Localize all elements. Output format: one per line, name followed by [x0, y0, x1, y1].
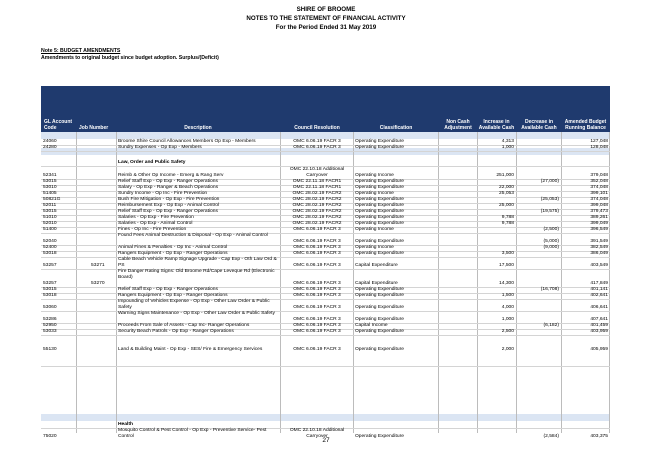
- cell-running: 403,959: [590, 329, 608, 334]
- cell-council: OMC 6.06.19 FACR 3: [293, 293, 341, 298]
- cell-description: Reimbursement Exp - Op Exp - Animal Control: [118, 203, 220, 208]
- cell-classification: Operating Expenditure: [355, 139, 404, 144]
- cell-council: OMC 22.11.18 FACR1: [292, 179, 342, 184]
- cell-increase: 1,000: [501, 145, 514, 150]
- cell-council: OMC 6.06.19 FACR 3: [293, 323, 341, 328]
- cell-council: OMC 6.06.19 FACR 3: [293, 263, 341, 268]
- cell-council: OMC 6.06.19 FACR 3: [293, 145, 341, 150]
- col-classification: Classification: [379, 125, 413, 131]
- table-band: [41, 414, 610, 421]
- table-row: [41, 145, 610, 152]
- cell-description: Sundry Income - Op Inc - Fire Prevention: [118, 191, 208, 196]
- cell-description: Bush Fire Mitigation - Op Exp - Fire Prevention: [118, 197, 220, 202]
- cell-increase: 2,000: [501, 347, 514, 352]
- cell-running: 374,048: [590, 197, 608, 202]
- cell-running: 399,048: [590, 203, 608, 208]
- cell-council: OMC 6.06.19 FACR 3: [293, 317, 341, 322]
- cell-classification: Operating Expenditure: [355, 347, 404, 352]
- cell-classification: Operating Expenditure: [355, 329, 404, 334]
- cell-running: 128,048: [590, 145, 608, 150]
- cell-decrease: (16,708): [540, 287, 559, 292]
- cell-increase: 4,313: [501, 139, 514, 144]
- cell-running: 401,141: [590, 287, 608, 292]
- cell-decrease: (5,000): [543, 239, 559, 244]
- cell-gl: 52011: [43, 203, 57, 208]
- cell-description: Sundry Expenses - Op Exp - Members: [118, 145, 202, 150]
- cell-council: OMC 6.06.19 FACR 3: [293, 287, 341, 292]
- cell-gl: 53010: [43, 185, 57, 190]
- cell-description: Security Beach Patrols - Op Exp - Ranger Operations: [118, 329, 234, 334]
- cell-running: 127,048: [590, 139, 608, 144]
- cell-decrease: (25,053): [540, 197, 559, 202]
- cell-running: 382,549: [590, 245, 608, 250]
- cell-increase: 9,788: [501, 221, 514, 226]
- cell-description: Fire Danger Rating Signs: Old Broome Rd/Cape Leveque Rd (Electronic Board): [118, 269, 275, 280]
- cell-council: OMC 6.06.19 FACR 3: [293, 347, 341, 352]
- cell-council: OMC 28.02.19 FACR2: [292, 215, 342, 220]
- col-job-number: Job Number: [79, 125, 109, 131]
- cell-running: 391,549: [590, 239, 608, 244]
- cell-council: OMC 6.06.19 FACR 3: [293, 251, 341, 256]
- page-number: 27: [322, 437, 330, 444]
- cell-classification: Operating Expenditure: [355, 434, 404, 439]
- col-decrease-available-cash: Decrease in Available Cash: [521, 119, 557, 132]
- cell-gl: 51010: [43, 215, 57, 220]
- cell-council: OMC 6.06.19 FACR 3: [293, 239, 341, 244]
- cell-council: OMC 22.10.18 Additional Carryover: [289, 428, 345, 439]
- cell-gl: 75020: [43, 434, 57, 439]
- cell-gl: 24060: [43, 139, 57, 144]
- cell-classification: Operating Expenditure: [355, 203, 404, 208]
- cell-council: OMC 6.06.19 FACR 3: [293, 329, 341, 334]
- cell-gl: 53033: [43, 329, 57, 334]
- cell-description: Rangers Equipment - Op Exp - Ranger Operations: [118, 293, 228, 298]
- cell-gl: 52341: [43, 173, 57, 178]
- cell-gl: 53018: [43, 251, 57, 256]
- cell-classification: Operating Expenditure: [355, 221, 404, 226]
- cell-classification: Operating Expenditure: [355, 293, 404, 298]
- cell-classification: Operating Expenditure: [355, 179, 404, 184]
- cell-gl: 53060: [43, 305, 57, 310]
- cell-description: Reimb & Other Op Income - Emerg & Rang Serv: [118, 173, 224, 178]
- statement-title: NOTES TO THE STATEMENT OF FINANCIAL ACTIVITY: [246, 15, 406, 22]
- cell-description: Proceeds From Sale of Assets - Cap Inc- Ranger Operations: [118, 323, 250, 328]
- cell-council: OMC 28.02.19 FACR2: [292, 221, 342, 226]
- cell-classification: Operating Income: [355, 245, 394, 250]
- col-council-resolution: Council Resolution: [294, 125, 340, 131]
- note-heading: Note 5: BUDGET AMENDMENTS: [41, 48, 121, 54]
- cell-classification: Operating Expenditure: [355, 197, 404, 202]
- cell-gl: 55130: [43, 347, 57, 352]
- cell-council: OMC 6.06.19 FACR 3: [293, 281, 341, 286]
- cell-increase: 9,788: [501, 215, 514, 220]
- cell-classification: Operating Expenditure: [355, 209, 404, 214]
- cell-gl: 53018: [43, 293, 57, 298]
- cell-classification: Operating Expenditure: [355, 185, 404, 190]
- col-description: Description: [184, 125, 212, 131]
- cell-running: 386,049: [590, 251, 608, 256]
- cell-gl: 53015: [43, 209, 57, 214]
- cell-gl: 52400: [43, 245, 57, 250]
- cell-gl: 53015: [43, 287, 57, 292]
- col-running-balance: Amended Budget Running Balance: [564, 119, 607, 132]
- cell-decrease: (2,584): [543, 434, 559, 439]
- cell-classification: Operating Expenditure: [355, 305, 404, 310]
- cell-description: Relief Staff Exp - Op Exp - Ranger Operations: [118, 287, 218, 292]
- cell-classification: Operating Income: [355, 173, 394, 178]
- cell-classification: Capital Income: [355, 323, 388, 328]
- cell-job: 53270: [91, 281, 105, 286]
- cell-running: 403,549: [590, 263, 608, 268]
- cell-running: 417,849: [590, 281, 608, 286]
- cell-council: OMC 6.06.19 FACR 3: [293, 139, 341, 144]
- col-gl-account-code: GL Account Code: [44, 119, 73, 132]
- section-heading: Law, Order and Public Safety: [118, 160, 186, 165]
- table-row: [41, 335, 610, 367]
- cell-increase: 25,053: [499, 191, 514, 196]
- cell-council: OMC 6.06.19 FACR 3: [293, 227, 341, 232]
- cell-running: 402,641: [590, 293, 608, 298]
- cell-gl: 52950: [43, 323, 57, 328]
- cell-running: 401,459: [590, 323, 608, 328]
- cell-gl: 24280: [43, 145, 57, 150]
- cell-classification: Operating Expenditure: [355, 145, 404, 150]
- cell-classification: Capital Expenditure: [355, 281, 398, 286]
- cell-classification: Operating Expenditure: [355, 215, 404, 220]
- cell-running: 379,048: [590, 173, 608, 178]
- cell-council: OMC 6.06.19 FACR 3: [293, 245, 341, 250]
- cell-gl: 53286: [43, 317, 57, 322]
- note-subheading: Amendments to original budget since budget adoption. Surplus/(Deficit): [41, 55, 219, 61]
- cell-running: 379,473: [590, 209, 608, 214]
- cell-description: Relief Staff Exp - Op Exp - Ranger Operations: [118, 209, 218, 214]
- cell-description: Salaries - Op Exp - Fire Prevention: [118, 215, 194, 220]
- cell-description: Animal Fines & Penalties - Op Inc - Animal Control: [118, 245, 228, 250]
- cell-description: Relief Staff Exp - Op Exp - Ranger Operations: [118, 179, 218, 184]
- cell-running: 399,101: [590, 191, 608, 196]
- period-title: For the Period Ended 31 May 2019: [275, 24, 377, 31]
- cell-council: OMC 28.02.19 FACR2: [292, 191, 342, 196]
- cell-running: 389,261: [590, 215, 608, 220]
- cell-classification: Operating Expenditure: [355, 317, 404, 322]
- cell-classification: Operating Expenditure: [355, 287, 404, 292]
- cell-classification: Capital Expenditure: [355, 263, 398, 268]
- cell-running: 352,048: [590, 179, 608, 184]
- cell-description: Cable Beach Vehicle Ramp Signage Upgrade - Cap Exp - Oth Law Ord & PS: [118, 257, 277, 268]
- cell-running: 407,641: [590, 317, 608, 322]
- cell-description: Mosquito Control & Pest Control - Op Exp - Preventive Service- Pest Control: [118, 428, 267, 439]
- table-header: [41, 86, 610, 132]
- cell-gl: 50821G: [43, 197, 61, 202]
- cell-description: Fines - Op Inc - Fire Prevention: [118, 227, 187, 232]
- cell-decrease: (9,000): [543, 245, 559, 250]
- cell-description: Rangers Equipment - Op Exp - Ranger Operations: [118, 251, 228, 256]
- cell-classification: Operating Income: [355, 191, 394, 196]
- table-band: [41, 132, 610, 139]
- cell-description: Broome Shire Council Allowances Members Op Exp - Members: [118, 139, 256, 144]
- cell-gl: 53015: [43, 179, 57, 184]
- cell-increase: 251,000: [496, 173, 514, 178]
- cell-running: 374,048: [590, 185, 608, 190]
- cell-increase: 22,000: [499, 185, 514, 190]
- cell-increase: 2,500: [501, 329, 514, 334]
- cell-council: OMC 28.02.19 FACR2: [292, 203, 342, 208]
- cell-running: 399,049: [590, 221, 608, 226]
- cell-description: Salaries - Op Exp - Animal Control: [118, 221, 193, 226]
- budget-amendments-table: [41, 132, 610, 433]
- cell-description: Land & Building Maint - Op Exp - SES/ Fire & Emergency Services: [118, 347, 263, 352]
- cell-gl: 53257: [43, 281, 57, 286]
- cell-decrease: (19,575): [540, 209, 559, 214]
- cell-running: 405,959: [590, 347, 608, 352]
- cell-increase: 17,500: [499, 263, 514, 268]
- cell-increase: 25,000: [499, 203, 514, 208]
- col-non-cash-adjustment: Non Cash Adjustment: [444, 119, 472, 132]
- cell-classification: Operating Income: [355, 227, 394, 232]
- cell-gl: 52040: [43, 239, 57, 244]
- col-increase-available-cash: Increase in Available Cash: [478, 119, 515, 132]
- cell-decrease: (27,000): [540, 179, 559, 184]
- cell-classification: Operating Expenditure: [355, 251, 404, 256]
- cell-description: Impounding of Vehicles Expense - Op Exp - Other Law Order & Public Safety: [118, 299, 270, 310]
- cell-council: OMC 28.02.19 FACR2: [292, 197, 342, 202]
- cell-description: Found Fees Animal Destruction & Disposal - Op Exp - Animal Control: [118, 233, 268, 238]
- cell-increase: 3,500: [501, 251, 514, 256]
- cell-increase: 14,300: [499, 281, 514, 286]
- cell-council: OMC 6.06.19 FACR 3: [293, 305, 341, 310]
- cell-increase: 4,000: [501, 305, 514, 310]
- cell-gl: 52010: [43, 221, 57, 226]
- section-heading: Health: [118, 422, 133, 427]
- cell-increase: 1,000: [501, 317, 514, 322]
- section-row: [41, 160, 610, 167]
- cell-description: Warning Signs Maintenance - Op Exp - Other Law Order & Public Safety: [118, 311, 275, 316]
- cell-running: 396,549: [590, 227, 608, 232]
- cell-decrease: (6,182): [543, 323, 559, 328]
- cell-job: 53271: [91, 263, 105, 268]
- cell-council: OMC 22.10.18 Additional Carryover: [289, 167, 345, 178]
- cell-council: OMC 22.11.18 FACR1: [292, 185, 342, 190]
- cell-increase: 1,500: [501, 293, 514, 298]
- cell-council: OMC 28.02.19 FACR2: [292, 209, 342, 214]
- org-name: SHIRE OF BROOME: [296, 6, 356, 13]
- cell-classification: Operating Expenditure: [355, 239, 404, 244]
- cell-running: 406,641: [590, 305, 608, 310]
- cell-gl: 51405: [43, 191, 57, 196]
- cell-gl: 53257: [43, 263, 57, 268]
- cell-running: 403,375: [590, 434, 608, 439]
- cell-description: Salary - Op Exp - Ranger & Beach Operations: [118, 185, 219, 190]
- table-row: [41, 269, 610, 288]
- cell-decrease: (2,500): [543, 227, 559, 232]
- cell-gl: 51400: [43, 227, 57, 232]
